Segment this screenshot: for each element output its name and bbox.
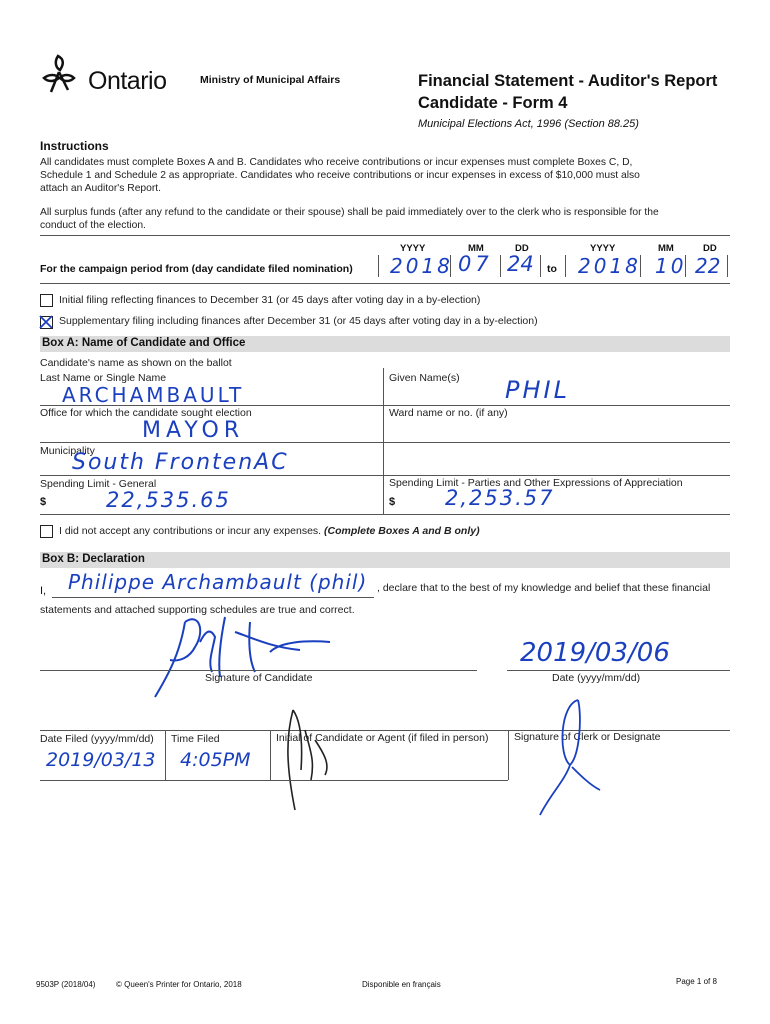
- office-label: Office for which the candidate sought election: [40, 407, 252, 419]
- date-line: [507, 670, 730, 671]
- col-mm: MM: [658, 243, 674, 254]
- instructions-heading: Instructions: [40, 139, 109, 153]
- currency-symbol: $: [40, 496, 47, 508]
- box-b-heading: Box B: Declaration: [42, 553, 145, 565]
- to-month[interactable]: 10: [655, 254, 687, 278]
- ministry-name: Ministry of Municipal Affairs: [200, 74, 341, 86]
- french-availability: Disponible en français: [362, 980, 441, 989]
- instructions-line: All candidates must complete Boxes A and B. Candidates who receive contributions or incur expenses must complete Boxes C, D,: [40, 157, 633, 168]
- date-filed-value[interactable]: 2019/03/13: [46, 749, 156, 771]
- candidate-name-note: Candidate's name as shown on the ballot: [40, 357, 232, 369]
- no-contributions-label: [59, 525, 480, 537]
- divider: [40, 405, 730, 406]
- date-cell-border: [565, 255, 566, 277]
- date-cell-border: [378, 255, 379, 277]
- divider: [40, 235, 730, 236]
- time-filed-value[interactable]: 4:05PM: [180, 749, 251, 771]
- col-mm: MM: [468, 243, 484, 254]
- form-title-line2: Candidate - Form 4: [418, 94, 568, 112]
- from-day[interactable]: 24: [507, 252, 534, 276]
- column-divider: [383, 368, 384, 475]
- instructions-line: conduct of the election.: [40, 220, 146, 231]
- column-divider: [508, 730, 509, 780]
- instructions-line: All surplus funds (after any refund to the candidate or their spouse) shall be paid immediately over to the clerk who is responsible for the: [40, 207, 659, 218]
- col-yyyy: YYYY: [590, 243, 616, 254]
- spending-general-label: Spending Limit - General: [40, 478, 157, 490]
- declarant-prefix: I,: [40, 585, 47, 597]
- divider: [40, 475, 730, 476]
- divider: [40, 283, 730, 284]
- initial-filing-checkbox[interactable]: [40, 294, 53, 307]
- declaration-text: , declare that to the best of my knowledge and belief that these financial: [377, 582, 711, 594]
- checkmark-x-icon: [39, 315, 53, 329]
- given-name-label: Given Name(s): [389, 372, 460, 384]
- signature-line: [40, 670, 477, 671]
- declaration-date[interactable]: 2019/03/06: [520, 638, 670, 668]
- instructions-text: [40, 156, 740, 195]
- declaration-text-2: statements and attached supporting schedules are true and correct.: [40, 604, 355, 616]
- initial-label: Initial of Candidate or Agent (if filed in person): [276, 732, 489, 744]
- no-contributions-checkbox[interactable]: [40, 525, 53, 538]
- trillium-icon: [34, 52, 84, 96]
- box-a-heading: Box A: Name of Candidate and Office: [42, 337, 246, 349]
- time-filed-label: Time Filed: [171, 733, 220, 745]
- act-reference: Municipal Elections Act, 1996 (Section 88.25): [418, 118, 639, 130]
- initial-filing-label: Initial filing reflecting finances to December 31 (or 45 days after voting day in a by-election): [59, 294, 481, 306]
- instructions-line: attach an Auditor's Report.: [40, 183, 162, 194]
- to-year[interactable]: 2018: [578, 254, 641, 278]
- col-yyyy: YYYY: [400, 243, 426, 254]
- clerk-signature-label: Signature of Clerk or Designate: [514, 731, 661, 743]
- supplementary-filing-checkbox[interactable]: [40, 316, 53, 329]
- spending-general-value[interactable]: 22,535.65: [106, 488, 231, 512]
- no-contributions-note: (Complete Boxes A and B only): [324, 525, 480, 537]
- municipality-label: Municipality: [40, 445, 95, 457]
- column-divider: [270, 730, 271, 780]
- clerk-signature[interactable]: [530, 695, 610, 825]
- last-name-label: Last Name or Single Name: [40, 372, 167, 384]
- supplementary-filing-label: Supplementary filing including finances after December 31 (or 45 days after voting day in a by-election): [59, 315, 538, 327]
- no-contributions-text: I did not accept any contributions or incur any expenses.: [59, 525, 322, 537]
- date-filed-label: Date Filed (yyyy/mm/dd): [40, 733, 154, 745]
- divider: [40, 514, 730, 515]
- page-number: Page 1 of 8: [676, 977, 717, 986]
- date-cell-border: [500, 255, 501, 277]
- period-label: For the campaign period from (day candidate filed nomination): [40, 263, 353, 275]
- date-cell-border: [727, 255, 728, 277]
- col-dd: DD: [703, 243, 717, 254]
- signature-label: Signature of Candidate: [205, 672, 313, 684]
- spending-parties-label: Spending Limit - Parties and Other Expressions of Appreciation: [389, 477, 683, 489]
- logo-wordmark: Ontario: [88, 67, 167, 95]
- declaration-date-label: Date (yyyy/mm/dd): [552, 672, 641, 684]
- to-day[interactable]: 22: [695, 254, 721, 278]
- form-number: 9503P (2018/04): [36, 980, 96, 989]
- office-value[interactable]: MAYOR: [142, 418, 245, 443]
- municipality-value[interactable]: South FrontenAC: [72, 450, 289, 475]
- col-dd: DD: [515, 243, 529, 254]
- to-label: to: [547, 263, 557, 275]
- date-cell-border: [540, 255, 541, 277]
- ontario-logo: [30, 50, 180, 100]
- spending-parties-value[interactable]: 2,253.57: [445, 486, 555, 510]
- declarant-line: [52, 597, 374, 598]
- copyright: © Queen's Printer for Ontario, 2018: [116, 980, 242, 989]
- ward-label: Ward name or no. (if any): [389, 407, 508, 419]
- given-name-value[interactable]: PHIL: [505, 376, 570, 404]
- column-divider: [383, 474, 384, 514]
- declarant-name[interactable]: Philippe Archambault (phil): [68, 570, 368, 594]
- divider: [40, 780, 508, 781]
- column-divider: [165, 730, 166, 780]
- form-title-line1: Financial Statement - Auditor's Report: [418, 72, 718, 90]
- divider: [40, 442, 730, 443]
- last-name-value[interactable]: ARCHAMBAULT: [62, 383, 245, 407]
- initial-signature[interactable]: [275, 700, 345, 820]
- from-month[interactable]: 07: [458, 252, 493, 276]
- currency-symbol: $: [389, 496, 396, 508]
- from-year[interactable]: 2018: [390, 254, 453, 278]
- surplus-text: [40, 206, 740, 232]
- candidate-signature[interactable]: [140, 602, 340, 702]
- instructions-line: Schedule 1 and Schedule 2 as appropriate. Candidates who receive contributions or incur expenses in excess of $10,000 must also: [40, 170, 640, 181]
